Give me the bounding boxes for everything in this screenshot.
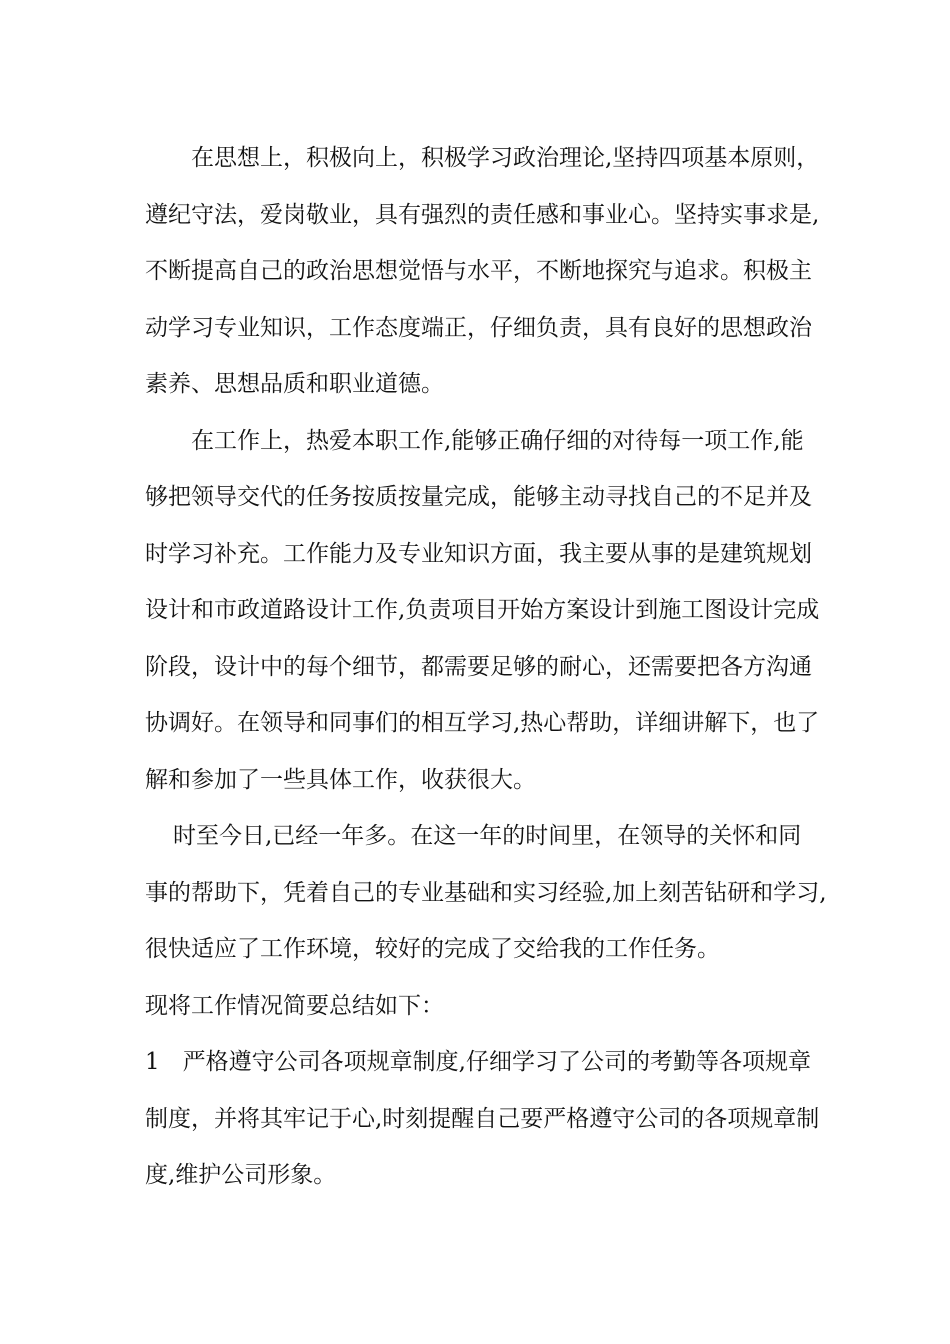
paragraph-work [145, 413, 820, 809]
text-line: 动学习专业知识，工作态度端正，仔细负责，具有良好的思想政治 [145, 314, 812, 341]
text-line: 度,维护公司形象。 [145, 1162, 337, 1188]
text-line: 不断提高自己的政治思想觉悟与水平，不断地探究与追求。积极主 [145, 258, 812, 284]
text-line: 时至今日,已经一年多。在这一年的时间里，在领导的关怀和同 [173, 823, 802, 849]
text-line: 遵纪守法，爱岗敬业，具有强烈的责任感和事业心。坚持实事求是, [145, 201, 820, 228]
paragraph-item-1 [145, 1034, 820, 1204]
text-line: 1 严格遵守公司各项规章制度,仔细学习了公司的考勤等各项规章 [145, 1049, 811, 1075]
paragraph-summary-intro [145, 978, 817, 1035]
text-line: 解和参加了一些具体工作，收获很大。 [145, 766, 536, 793]
document-body [145, 130, 827, 1204]
text-line: 制度，并将其牢记于心,时刻提醒自己要严格遵守公司的各项规章制 [145, 1105, 820, 1132]
text-line: 够把领导交代的任务按质按量完成，能够主动寻找自己的不足并及 [145, 484, 812, 510]
text-line: 很快适应了工作环境，较好的完成了交给我的工作任务。 [145, 936, 720, 962]
text-line: 协调好。在领导和同事们的相互学习,热心帮助，详细讲解下，也了 [145, 710, 820, 736]
paragraph-ideology [145, 130, 820, 413]
text-line: 阶段，设计中的每个细节，都需要足够的耐心，还需要把各方沟通 [145, 653, 812, 680]
text-line: 现将工作情况简要总结如下： [145, 992, 444, 1019]
text-line: 时学习补充。工作能力及专业知识方面，我主要从事的是建筑规划 [145, 540, 812, 567]
text-line: 设计和市政道路设计工作,负责项目开始方案设计到施工图设计完成 [145, 597, 820, 623]
text-line: 在思想上，积极向上，积极学习政治理论,坚持四项基本原则， [191, 145, 820, 171]
text-line: 素养、思想品质和职业道德。 [145, 371, 444, 397]
paragraph-progress [145, 808, 827, 978]
text-line: 在工作上，热爱本职工作,能够正确仔细的对待每一项工作,能 [191, 427, 804, 454]
text-line: 事的帮助下，凭着自己的专业基础和实习经验,加上刻苦钻研和学习, [145, 879, 827, 906]
